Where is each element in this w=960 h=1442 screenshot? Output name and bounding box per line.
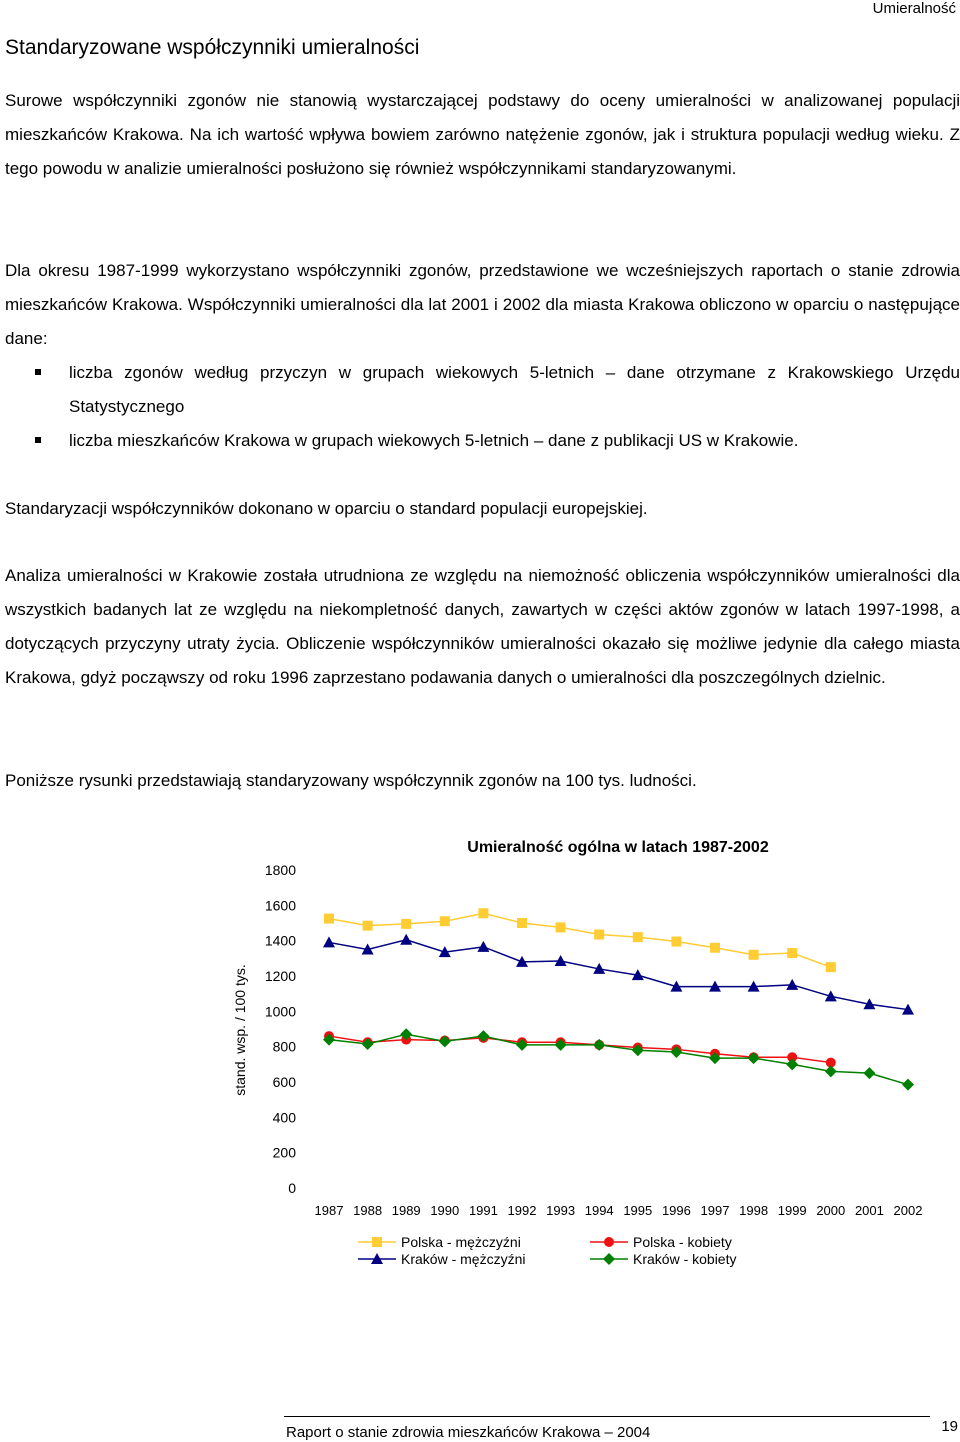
x-tick-label: 1998 [739, 1203, 769, 1218]
x-tick-label: 1999 [777, 1203, 807, 1218]
data-point-series-2 [323, 936, 335, 947]
y-tick-label: 1600 [264, 897, 296, 914]
y-tick-label: 600 [272, 1074, 296, 1090]
list-item [5, 424, 960, 458]
y-tick-label: 1200 [264, 968, 296, 984]
bullet-text: liczba zgonów według przyczyn w grupach wiekowych 5-letnich – dane otrzymane z Krakowskiego Urzędu Statystycznego [69, 363, 960, 416]
data-point-series-0 [401, 919, 411, 929]
y-tick-label: 200 [272, 1144, 296, 1161]
data-point-series-0 [440, 916, 450, 926]
x-tick-label: 1994 [584, 1203, 614, 1218]
data-point-series-0 [478, 908, 488, 918]
x-tick-label: 1995 [623, 1203, 653, 1218]
data-point-series-0 [787, 948, 797, 958]
x-tick-label: 1988 [353, 1203, 383, 1218]
mortality-chart [0, 820, 960, 1290]
x-tick-label: 1991 [468, 1203, 498, 1218]
legend-label: Polska - kobiety [633, 1234, 732, 1250]
paragraph-figures-intro: Poniższe rysunki przedstawiają standaryzowany współczynnik zgonów na 100 tys. ludności. [5, 771, 697, 790]
paragraph-analysis: Analiza umieralności w Krakowie została utrudniona ze względu na niemożność obliczenia współczynników umieralności dla wszystkich badanych lat ze względu na niekompletność danych, zawartych w części aktów zgonów w latach 1997-1998, a dotyczących przyczyny utraty życia. Obliczenie współczynników umieralności okazało się możliwe jedynie dla całego miasta Krakowa, gdyż począwszy od roku 1996 zaprzestano podawania danych o umieralności dla poszczególnych dzielnic. [5, 566, 960, 687]
y-tick-label: 400 [272, 1109, 296, 1126]
x-tick-label: 1990 [430, 1203, 460, 1218]
legend-label: Kraków - mężczyźni [401, 1251, 526, 1267]
x-tick-label: 1997 [700, 1203, 730, 1218]
footer-report-title: Raport o stanie zdrowia mieszkańców Krakowa – 2004 [286, 1424, 651, 1441]
section-header: Umieralność [872, 0, 956, 17]
x-tick-label: 2001 [854, 1203, 884, 1218]
data-point-series-2 [400, 934, 412, 945]
data-point-series-0 [633, 932, 643, 942]
data-point-series-0 [749, 950, 759, 960]
data-point-series-0 [594, 929, 604, 939]
data-point-series-3 [786, 1058, 798, 1070]
data-point-series-2 [477, 941, 489, 952]
data-point-series-0 [556, 922, 566, 932]
data-point-series-3 [825, 1065, 837, 1077]
y-tick-label: 800 [272, 1038, 296, 1055]
bullet-text: liczba mieszkańców Krakowa w grupach wiekowych 5-letnich – dane z publikacji US w Krakowie. [69, 431, 799, 450]
data-point-series-3 [863, 1067, 875, 1079]
legend-marker [372, 1237, 382, 1247]
paragraph-standardization: Standaryzacji współczynników dokonano w oparciu o standard populacji europejskiej. [5, 499, 648, 518]
series-line-2 [329, 940, 908, 1010]
x-tick-label: 1996 [661, 1203, 691, 1218]
y-axis-label: stand. wsp. / 100 tys. [232, 964, 248, 1096]
paragraph-crude-rates: Surowe współczynniki zgonów nie stanowią wystarczającej podstawy do oceny umieralności w analizowanej populacji mieszkańców Krakowa. Na ich wartość wpływa bowiem zarówno natężenie zgonów, jak i struktura populacji według wieku. Z tego powodu w analizie umieralności posłużono się również współczynnikami standaryzowanymi. [5, 91, 960, 178]
bullet-square-icon [35, 369, 41, 375]
data-point-series-0 [710, 943, 720, 953]
x-tick-label: 1989 [391, 1203, 421, 1218]
legend-marker [604, 1237, 614, 1247]
data-point-series-0 [363, 921, 373, 931]
y-tick-label: 1400 [264, 932, 296, 949]
x-tick-label: 1993 [546, 1203, 576, 1218]
data-point-series-3 [902, 1079, 914, 1091]
data-point-series-0 [826, 962, 836, 972]
paragraph-data-sources: Dla okresu 1987-1999 wykorzystano współczynniki zgonów, przedstawione we wcześniejszych raportach o stanie zdrowia mieszkańców Krakowa. Współczynniki umieralności dla lat 2001 i 2002 dla miasta Krakowa obliczono w oparciu o następujące dane: [5, 261, 960, 348]
y-tick-label: 1000 [264, 1003, 296, 1020]
footer-divider [284, 1416, 930, 1417]
legend-marker [603, 1253, 615, 1265]
page-number: 19 [941, 1418, 958, 1435]
data-source-list [5, 356, 960, 458]
x-tick-label: 1992 [507, 1203, 537, 1218]
data-point-series-0 [324, 914, 334, 924]
list-item [5, 356, 960, 424]
y-tick-label: 1800 [264, 862, 296, 878]
y-tick-label: 0 [288, 1180, 296, 1196]
page-title: Standaryzowane współczynniki umieralności [5, 36, 420, 59]
x-tick-label: 2002 [893, 1203, 923, 1218]
data-point-series-3 [439, 1035, 451, 1047]
legend-label: Polska - mężczyźni [401, 1234, 521, 1250]
series-line-3 [329, 1034, 908, 1084]
data-point-series-3 [593, 1039, 605, 1051]
chart-title: Umieralność ogólna w latach 1987-2002 [467, 839, 769, 856]
bullet-square-icon [35, 437, 41, 443]
data-point-series-0 [671, 937, 681, 947]
data-point-series-3 [748, 1052, 760, 1064]
legend-label: Kraków - kobiety [633, 1251, 737, 1267]
data-point-series-0 [517, 918, 527, 928]
x-tick-label: 2000 [816, 1203, 846, 1218]
x-tick-label: 1987 [314, 1203, 344, 1218]
